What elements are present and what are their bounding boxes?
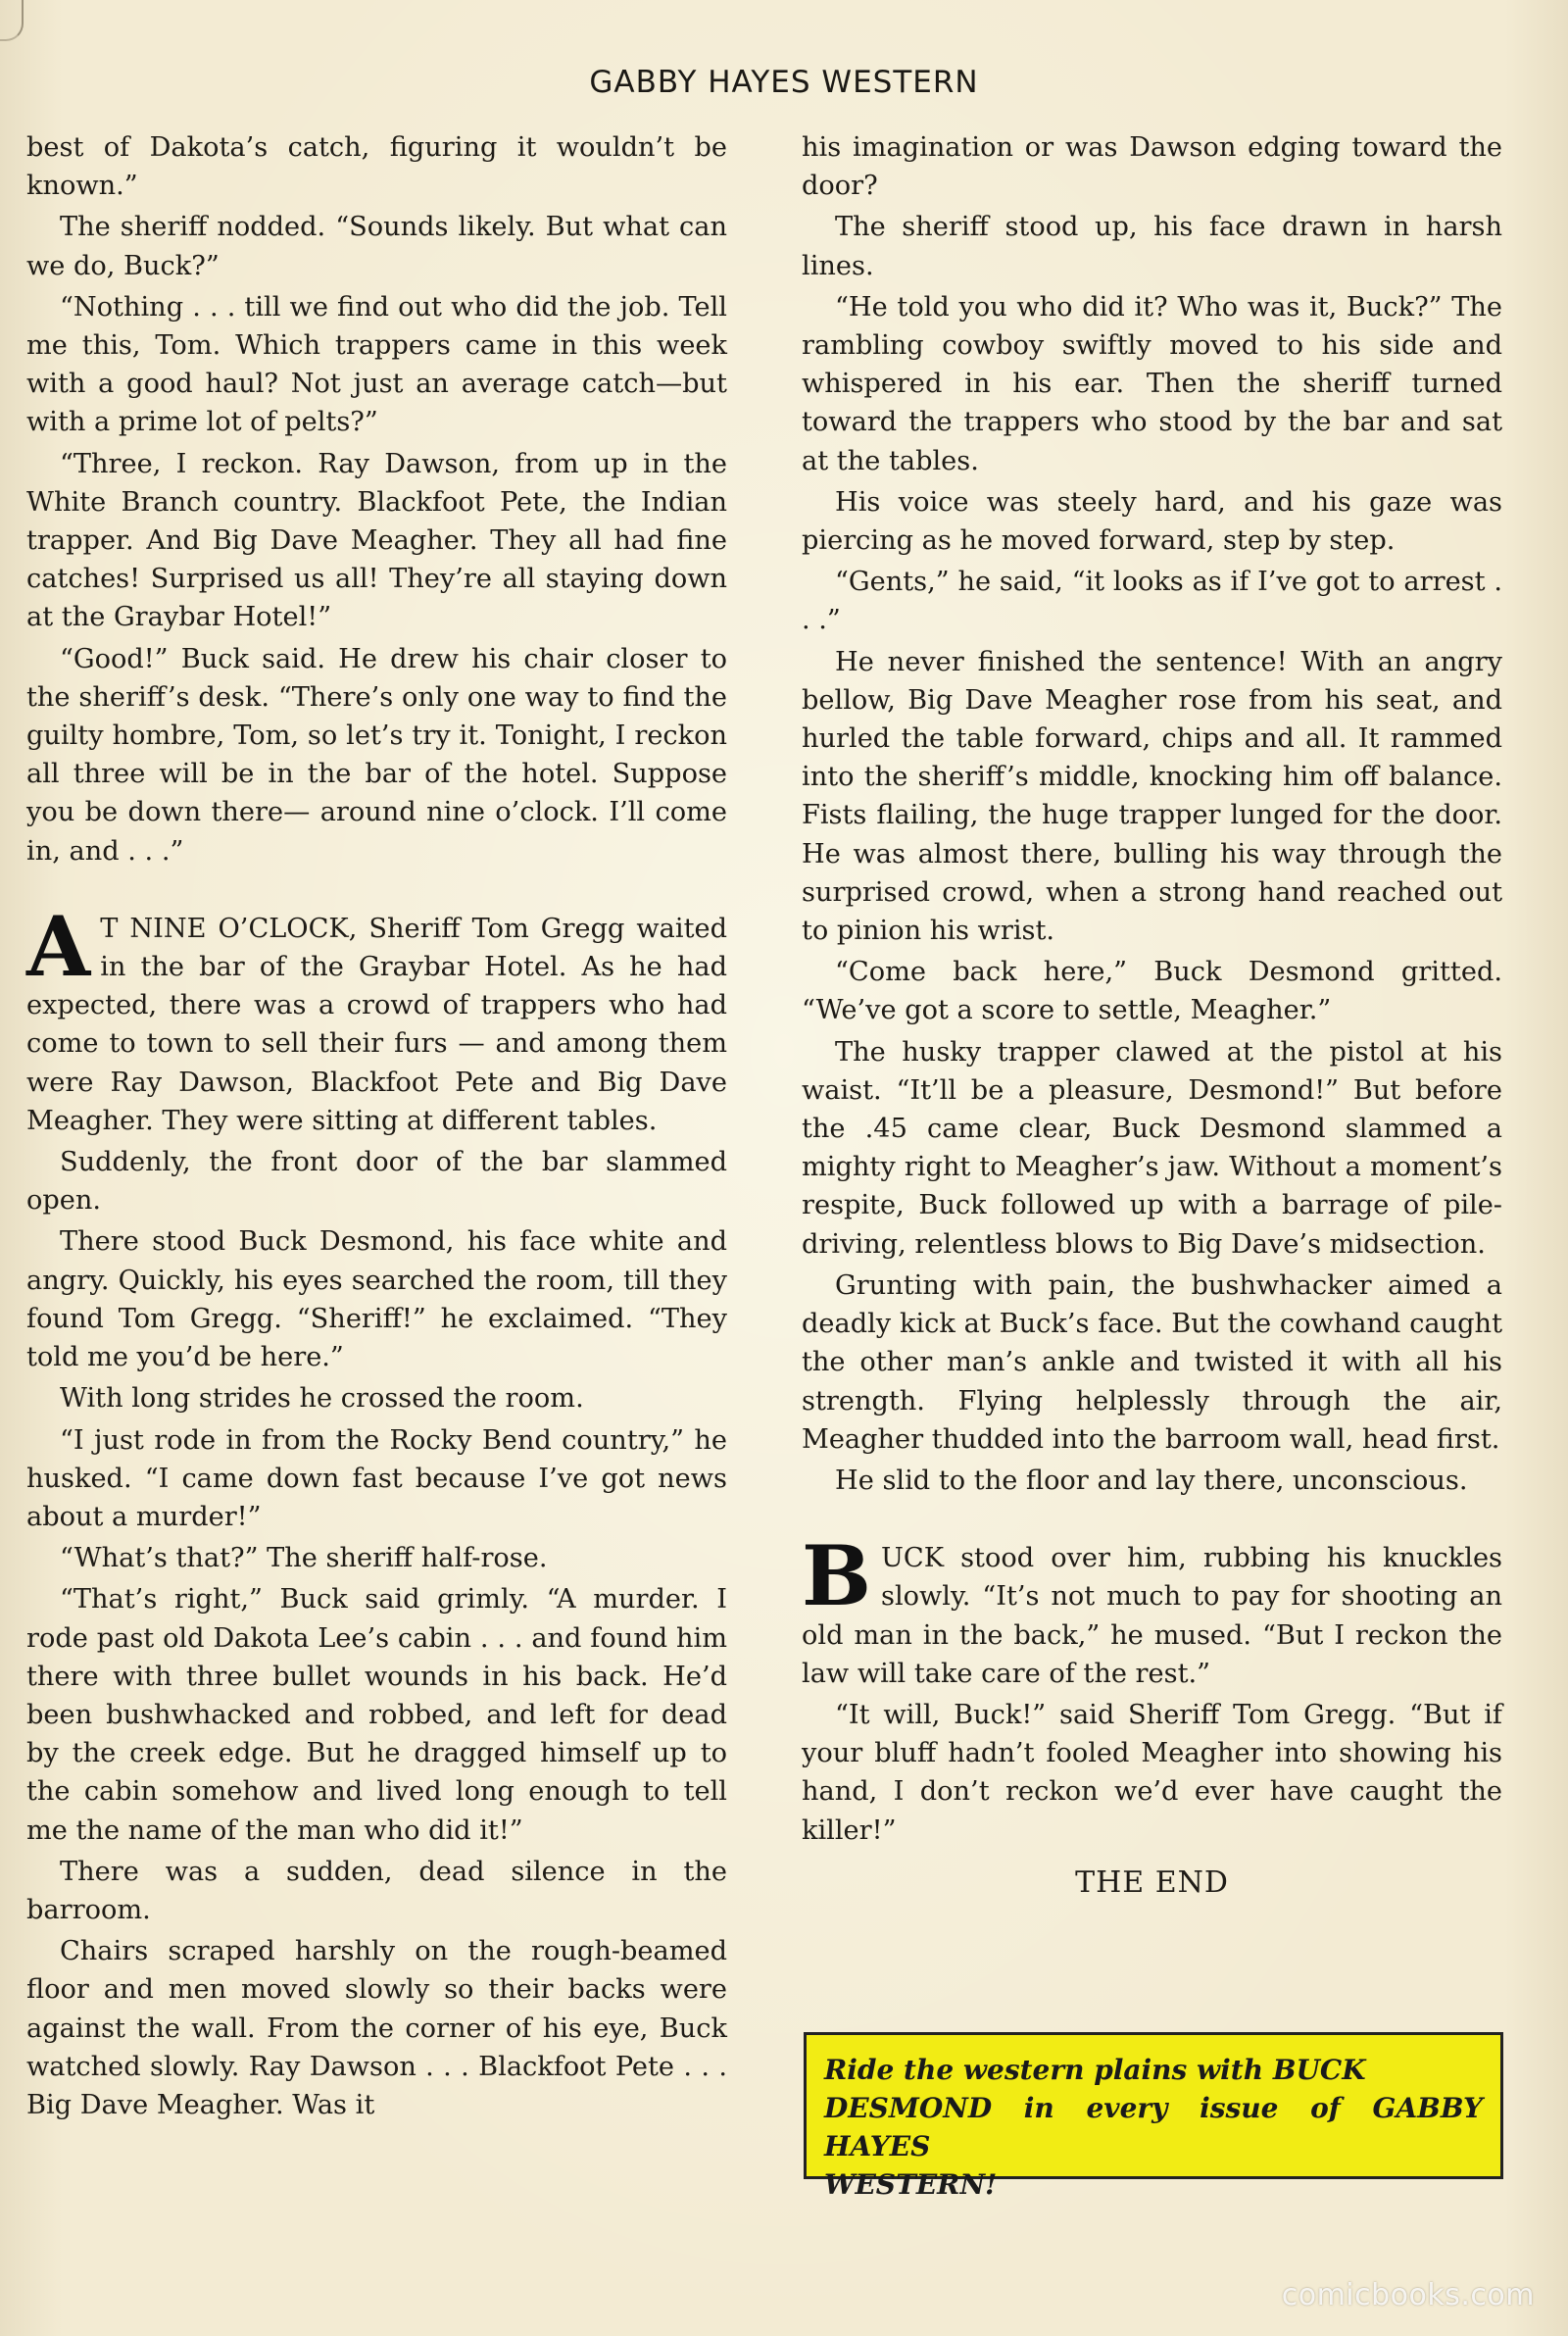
section-text: UCK stood over him, rubbing his knuckles slowly. “It’s not much to pay for shooting an old man in the back,” he mused. “But I reckon the law will take care of the rest.” xyxy=(802,1543,1502,1689)
paragraph: He never finished the sentence! With an angry bellow, Big Dave Meagher rose from his seat, and hurled the table forward, chips and all. It rammed into the sheriff’s middle, knocking him off balance. Fists flailing, the huge trapper lunged for the door. He was almost there, bulling his way through the surprised crowd, when a strong hand reached out to pinion his wrist. xyxy=(802,646,1502,947)
paragraph: “Good!” Buck said. He drew his chair closer to the sheriff’s desk. “There’s only one way to find the guilty hombre, Tom, so let’s try it. Tonight, I reckon all three will be in the bar of the hotel. Suppose you be down there— around nine o’clock. I’ll come in, and . . .” xyxy=(26,643,727,867)
paragraph: Suddenly, the front door of the bar slammed open. xyxy=(26,1147,727,1217)
paragraph: “Gents,” he said, “it looks as if I’ve got to arrest . . .” xyxy=(802,567,1502,636)
paragraph: “Three, I reckon. Ray Dawson, from up in the White Branch country. Blackfoot Pete, the Indian trapper. And Big Dave Meagher. They all had fine catches! Surprised us all! They’re all staying down at the Graybar Hotel!” xyxy=(26,448,727,633)
paragraph: Chairs scraped harshly on the rough-beamed floor and men moved slowly so their backs were against the wall. From the corner of his eye, Buck watched slowly. Ray Dawson . . . Blackfoot Pete . . . Big Dave Meagher. Was it xyxy=(26,1936,727,2120)
paragraph: best of Dakota’s catch, figuring it wouldn’t be known.” xyxy=(26,132,727,202)
paragraph: With long strides he crossed the room. xyxy=(60,1383,584,1415)
promo-line: DESMOND in every issue of GABBY HAYES xyxy=(824,2092,1483,2162)
paragraph: There was a sudden, dead silence in the barroom. xyxy=(26,1856,727,1925)
paragraph: “I just rode in from the Rocky Bend country,” he husked. “I came down fast because I’ve got news about a murder!” xyxy=(26,1424,727,1532)
paragraph: He slid to the floor and lay there, unconscious. xyxy=(835,1465,1468,1496)
promo-box xyxy=(804,2032,1503,2201)
paragraph: The sheriff nodded. “Sounds likely. But what can we do, Buck?” xyxy=(26,212,727,281)
promo-line: WESTERN! xyxy=(824,2168,998,2201)
paragraph: The husky trapper clawed at the pistol at his waist. “It’ll be a pleasure, Desmond!” But before the .45 came clear, Buck Desmond slammed a mighty right to Meagher’s jaw. Without a moment’s respite, Buck followed up with a barrage of pile-driving, relentless blows to Big Dave’s midsection. xyxy=(802,1036,1502,1260)
paragraph: “What’s that?” The sheriff half-rose. xyxy=(60,1543,548,1574)
left-column xyxy=(26,128,727,2127)
paragraph: “It will, Buck!” said Sheriff Tom Gregg. “But if your bluff hadn’t fooled Meagher into showing his hand, I don’t reckon we’d ever have caught the killer!” xyxy=(802,1699,1502,1846)
drop-cap: A xyxy=(26,897,91,995)
paragraph: “Come back here,” Buck Desmond gritted. “We’ve got a score to settle, Meagher.” xyxy=(802,957,1502,1026)
paragraph: His voice was steely hard, and his gaze was piercing as he moved forward, step by step. xyxy=(802,486,1502,557)
the-end-label: THE END xyxy=(1075,1864,1229,1900)
paragraph: “He told you who did it? Who was it, Buck?” The rambling cowboy swiftly moved to his side and whispered in his ear. Then the sheriff turned toward the trappers who stood by the bar and sat at the tables. xyxy=(802,291,1502,476)
running-head: GABBY HAYES WESTERN xyxy=(589,65,979,100)
section-opening-paragraph xyxy=(26,897,727,1140)
section-text: T NINE O’CLOCK, Sheriff Tom Gregg waited in the bar of the Graybar Hotel. As he had expected, there was a crowd of trappers who had come to town to sell their furs — and among them were Ray Dawson, Blackfoot Pete and Big Dave Meagher. They were sitting at different tables. xyxy=(26,913,727,1136)
paragraph: The sheriff stood up, his face drawn in harsh lines. xyxy=(802,212,1502,281)
paragraph: his imagination or was Dawson edging toward the door? xyxy=(802,132,1502,202)
site-watermark: comicbooks.com xyxy=(1281,2278,1535,2312)
promo-line: Ride the western plains with BUCK xyxy=(824,2054,1366,2086)
section-opening-paragraph xyxy=(802,1527,1502,1693)
paragraph: There stood Buck Desmond, his face white and angry. Quickly, his eyes searched the room, till they found Tom Gregg. “Sheriff!” he exclaimed. “They told me you’d be here.” xyxy=(26,1226,727,1373)
right-column xyxy=(802,128,1502,1902)
paragraph: “Nothing . . . till we find out who did the job. Tell me this, Tom. Which trappers came in this week with a good haul? Not just an average catch—but with a prime lot of pelts?” xyxy=(26,291,727,438)
page-corner-mark xyxy=(0,0,24,41)
paragraph: Grunting with pain, the bushwhacker aimed a deadly kick at Buck’s face. But the cowhand caught the other man’s ankle and twisted it with all his strength. Flying helplessly through the air, Meagher thudded into the barroom wall, head first. xyxy=(802,1269,1502,1455)
paragraph: “That’s right,” Buck said grimly. “A murder. I rode past old Dakota Lee’s cabin . . . and found him there with three bullet wounds in his back. He’d been bushwhacked and robbed, and left for dead by the creek edge. But he dragged himself up to the cabin somehow and lived long enough to tell me the name of the man who did it!” xyxy=(26,1584,727,1846)
drop-cap: B xyxy=(802,1527,871,1625)
